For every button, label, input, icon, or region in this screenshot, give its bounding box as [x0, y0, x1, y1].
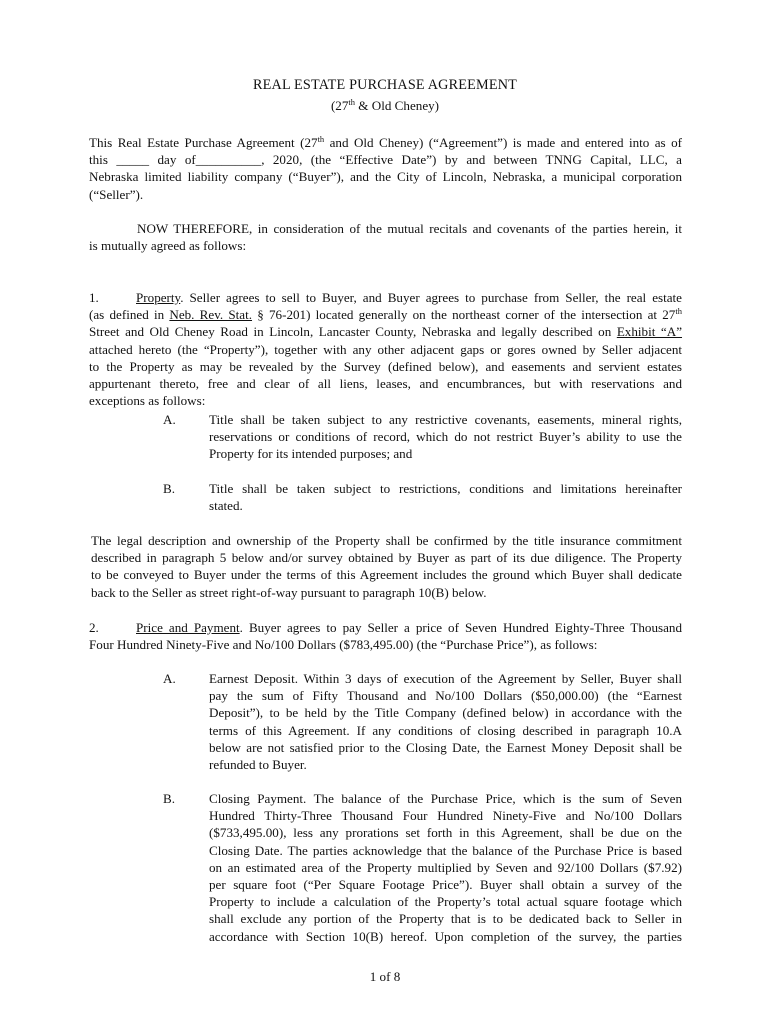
section-2-line-1: 2. Price and Payment. Buyer agrees to pay Seller a price of Seven Hundred Eighty-Three Thousand	[89, 620, 682, 635]
now-therefore-line-1: NOW THEREFORE, in consideration of the mutual recitals and covenants of the parties herein, it	[137, 221, 682, 236]
section-1-line-5: to the Property as may be revealed by the Survey (defined below), and easements and servient estates	[89, 358, 682, 374]
page-subtitle: (27th & Old Cheney)	[330, 97, 440, 113]
item-label: A.	[163, 671, 176, 686]
section-1-number: 1.	[89, 290, 99, 305]
section-1-line-7: exceptions as follows:	[89, 393, 206, 409]
legal-description-paragraph: The legal description and ownership of the Property shall be confirmed by the title insurance commitment described in paragraph 5 below and/or survey obtained by Buyer as part of its due diligence. The Property to be conveyed to Buyer under the terms of this Agreement includes the ground which Buyer shall dedicate back to the Seller as street right-of-way pursuant to paragraph 10(B) below.	[91, 533, 682, 600]
section-1-line-3: Street and Old Cheney Road in Lincoln, Lancaster County, Nebraska and legally described on Exhibit “A”	[89, 324, 683, 340]
item-label: B.	[163, 481, 176, 496]
item-label: A.	[163, 412, 176, 427]
section-1-line-6: appurtenant thereto, free and clear of all liens, leases, and encumbrances, but with reservations and	[89, 376, 682, 392]
section-2-price-and-payment	[89, 619, 682, 653]
section-2-line-2: Four Hundred Ninety-Five and No/100 Dollars ($783,495.00) (the “Purchase Price”), as follows:	[89, 637, 598, 653]
section-1-property	[89, 289, 682, 409]
page-number: 1 of 8	[369, 969, 401, 984]
intro-paragraph	[89, 134, 682, 203]
section-1-heading: Property	[136, 290, 181, 305]
intro-line-1: This Real Estate Purchase Agreement (27th and Old Cheney) (“Agreement”) is made and entered into as of	[89, 134, 682, 150]
section-1-line-2: (as defined in Neb. Rev. Stat. § 76-201) located generally on the northeast corner of the intersection at 27th	[89, 306, 682, 323]
now-therefore-line-2: is mutually agreed as follows:	[89, 238, 247, 254]
now-therefore-paragraph	[89, 220, 682, 254]
item-label: B.	[163, 791, 176, 806]
intro-line-4: (“Seller”).	[89, 186, 144, 202]
document-page: REAL ESTATE PURCHASE AGREEMENT (27th & Old Cheney) This Real Estate Purchase Agreement (27th and Old Cheney) (“Agreement”) is made and entered into as of this _____ day of__________, 2020, (the “Effective Date”) by and between TNNG Capital, LLC, a Nebraska limited liability company (“Buyer”), and the City of Lincoln, Nebraska, a municipal corporation (“Seller”). NOW THEREFORE, in consideration of the mutual recitals and covenants of the parties herein, it is mutually agreed as follows: 1. Property. Seller agrees to sell to Buyer, and Buyer agrees to purchase from Seller, the real estate (as defined in Neb. Rev. Stat. § 76-201) located generally on the northeast corner of the intersection at 27th Street and Old Cheney Road in Lincoln, Lancaster County, Nebraska and legally described on Exhibit “A” attached hereto (the “Property”), together with any other adjacent gaps or gores owned by Seller adjacent to the Property as may be revealed by the Survey (defined below), and easements and servient estates appurtenant thereto, free and clear of all liens, leases, and encumbrances, but with reservations and exceptions as follows: A. Title shall be taken subject to any restrictive covenants, easements, mineral rights, reservations or conditions of record, which do not restrict Buyer’s ability to use the Property for its intended purposes; and B. Title shall be taken subject to restrictions, conditions and limitations hereinafter stated. The legal description and ownership of the Property shall be confirmed by the title insurance commitment described in paragraph 5 below and/or survey obtained by Buyer as part of its due diligence. The Property to be conveyed to Buyer under the terms of this Agreement includes the ground which Buyer shall dedicate back to the Seller as street right-of-way pursuant to paragraph 10(B) below. 2. Price and Payment. Buyer agrees to pay Seller a price of Seven Hundred Eighty-Three Thousand Four Hundred Ninety-Five and No/100 Dollars ($783,495.00) (the “Purchase Price”), as follows: A. Earnest Deposit. Within 3 days of execution of the Agreement by Seller, Buyer shall pay the sum of Fifty Thousand and No/100 Dollars ($50,000.00) (the “Earnest Deposit”), to be held by the Title Company (defined below) in accordance with the terms of this Agreement. If any conditions of closing described in paragraph 10.A below are not satisfied prior to the Closing Date, the Earnest Money Deposit shall be refunded to Buyer. B. Closing Payment. The balance of the Purchase Price, which is the sum of Seven Hundred Thirty-Three Thousand Four Hundred Ninety-Five and No/100 Dollars ($733,495.00), less any prorations set forth in this Agreement, shall be due on the Closing Date. The parties acknowledge that the balance of the Purchase Price is based on an estimated area of the Property multiplied by Seven and 92/100 Dollars ($7.92) per square foot (“Per Square Footage Price”). Buyer shall obtain a survey of the Property to include a calculation of the Property’s total actual square footage which shall exclude any portion of the Property that is to be dedicated back to Seller in accordance with Section 10(B) hereof. Upon completion of the survey, the parties 1 of 8	[0, 0, 770, 1024]
section-1-line-4: attached hereto (the “Property”), together with any other adjacent gaps or gores owned by Seller adjacent	[89, 341, 682, 357]
intro-line-3: Nebraska limited liability company (“Buyer”), and the City of Lincoln, Nebraska, a municipal corporation	[89, 169, 682, 185]
intro-line-2: this _____ day of__________, 2020, (the “Effective Date”) by and between TNNG Capital, LLC, a	[89, 152, 682, 168]
section-2-number: 2.	[89, 620, 99, 635]
section-1-line-1: 1. Property. Seller agrees to sell to Buyer, and Buyer agrees to purchase from Seller, the real estate	[89, 290, 682, 305]
page-title: REAL ESTATE PURCHASE AGREEMENT	[252, 77, 518, 93]
section-2-heading: Price and Payment	[136, 620, 240, 635]
